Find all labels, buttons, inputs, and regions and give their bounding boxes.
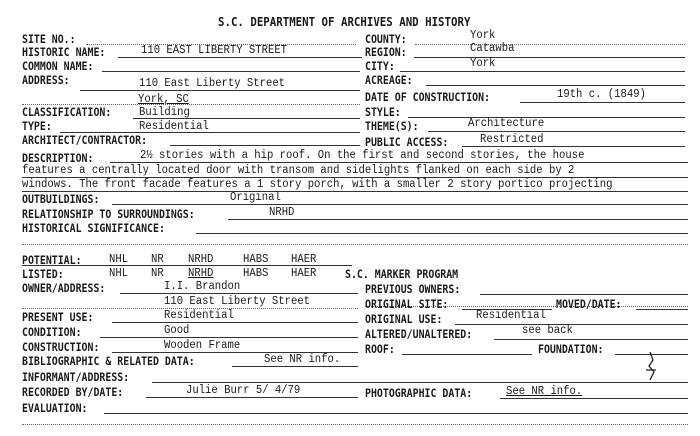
owner-label: OWNER/ADDRESS: — [22, 281, 106, 295]
bibliographic-value: See NR info. — [264, 353, 341, 366]
city-label: CITY: — [365, 59, 395, 73]
architect-label: ARCHITECT/CONTRACTOR: — [22, 133, 148, 147]
city-value: York — [470, 57, 496, 70]
original-site-label: ORIGINAL SITE: — [365, 297, 449, 311]
relationship-value: NRHD — [269, 206, 295, 219]
address-line1: 110 East Liberty Street — [139, 77, 286, 90]
listed-haer: HAER — [291, 267, 317, 280]
foundation-label: FOUNDATION: — [538, 342, 604, 356]
description-line2: features a centrally located door with transom and sidelights flanked on each side by 2 — [22, 164, 575, 177]
theme-value: Architecture — [468, 117, 545, 130]
owner-line2: 110 East Liberty Street — [164, 295, 311, 308]
construction-value: Wooden Frame — [164, 339, 241, 352]
description-line1: 2½ stories with a hip roof. On the first and second stories, the house — [140, 149, 585, 162]
original-use-label: ORIGINAL USE: — [365, 312, 443, 326]
county-label: COUNTY: — [365, 32, 407, 46]
outbuildings-label: OUTBUILDINGS: — [22, 192, 100, 206]
county-value: York — [470, 29, 496, 42]
owner-line1: I.I. Brandon — [164, 280, 241, 293]
construction-label: CONSTRUCTION: — [22, 340, 100, 354]
potential-nrhd: NRHD — [188, 253, 214, 266]
outbuildings-value: Original — [230, 191, 281, 204]
potential-nhl: NHL — [109, 253, 129, 266]
region-value: Catawba — [470, 42, 515, 55]
historical-significance-label: HISTORICAL SIGNIFICANCE: — [22, 221, 165, 235]
recorded-by-label: RECORDED BY/DATE: — [22, 385, 124, 399]
acreage-label: ACREAGE: — [365, 73, 413, 87]
form-title: S.C. DEPARTMENT OF ARCHIVES AND HISTORY — [218, 14, 471, 29]
address-label: ADDRESS: — [22, 73, 70, 87]
type-label: TYPE: — [22, 119, 52, 133]
common-name-label: COMMON NAME: — [22, 59, 94, 73]
historic-name-value: 110 EAST LIBERTY STREET — [141, 44, 288, 57]
public-access-label: PUBLIC ACCESS: — [365, 135, 449, 149]
historic-name-label: HISTORIC NAME: — [22, 45, 106, 59]
listed-nrhd: NRHD — [188, 267, 214, 280]
roof-label: ROOF: — [365, 342, 395, 356]
potential-nr: NR — [151, 253, 164, 266]
handwritten-mark — [644, 350, 658, 384]
potential-haer: HAER — [291, 253, 317, 266]
present-use-value: Residential — [164, 309, 234, 322]
description-label: DESCRIPTION: — [22, 151, 94, 165]
type-value: Residential — [139, 120, 209, 133]
potential-habs: HABS — [243, 253, 269, 266]
public-access-value: Restricted — [480, 133, 544, 146]
altered-value: see back — [522, 324, 573, 337]
listed-habs: HABS — [243, 267, 269, 280]
listed-nhl: NHL — [109, 267, 129, 280]
relationship-label: RELATIONSHIP TO SURROUNDINGS: — [22, 207, 195, 221]
description-line3: windows. The front facade features a 1 story porch, with a smaller 2 story portico projecting — [22, 178, 613, 191]
original-use-value: Residential — [476, 309, 546, 322]
listed-nr: NR — [151, 267, 164, 280]
date-of-construction-value: 19th c. (1849) — [557, 88, 646, 101]
photographic-value: See NR info. — [506, 385, 583, 398]
bibliographic-label: BIBLIOGRAPHIC & RELATED DATA: — [22, 354, 195, 368]
photographic-label: PHOTOGRAPHIC DATA: — [365, 386, 473, 400]
evaluation-label: EVALUATION: — [22, 401, 88, 415]
classification-label: CLASSIFICATION: — [22, 105, 112, 119]
previous-owners-label: PREVIOUS OWNERS: — [365, 282, 461, 296]
style-label: STYLE: — [365, 105, 401, 119]
site-no-label: SITE NO.: — [22, 32, 76, 46]
recorded-by-value: Julie Burr 5/ 4/79 — [186, 384, 301, 397]
condition-label: CONDITION: — [22, 325, 82, 339]
address-line2: York, SC — [138, 93, 189, 106]
condition-value: Good — [164, 324, 190, 337]
moved-date-label: MOVED/DATE: — [556, 297, 622, 311]
theme-label: THEME(S): — [365, 119, 419, 133]
date-of-construction-label: DATE OF CONSTRUCTION: — [365, 90, 491, 104]
region-label: REGION: — [365, 45, 407, 59]
present-use-label: PRESENT USE: — [22, 310, 94, 324]
altered-label: ALTERED/UNALTERED: — [365, 327, 473, 341]
informant-label: INFORMANT/ADDRESS: — [22, 370, 130, 384]
listed-label: LISTED: — [22, 267, 64, 281]
potential-label: POTENTIAL: — [22, 253, 82, 267]
marker-program-heading: S.C. MARKER PROGRAM — [345, 267, 459, 281]
classification-value: Building — [139, 106, 190, 119]
